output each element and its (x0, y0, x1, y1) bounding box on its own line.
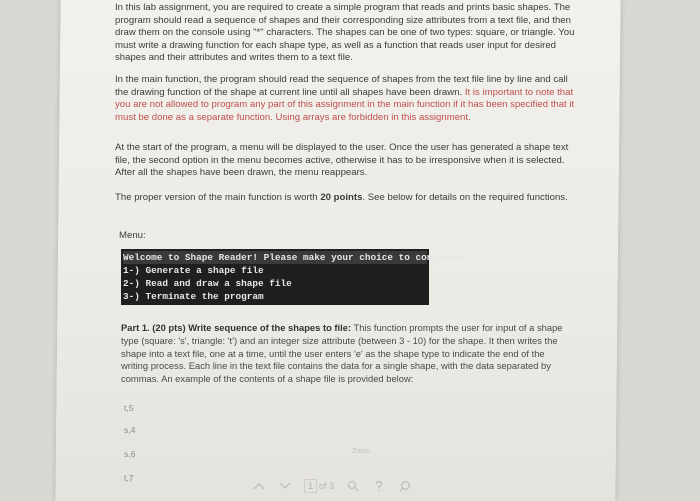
console-output (121, 249, 467, 305)
points-text-before: The proper version of the main function is worth (115, 192, 321, 203)
points-paragraph (115, 192, 577, 205)
part1-paragraph (121, 322, 573, 386)
sample-line: t,5 (124, 403, 134, 413)
zoom-icon[interactable] (346, 479, 360, 493)
help-icon[interactable] (372, 479, 386, 493)
main-function-warning: It is important to note that you are not allowed to program any part of this assignment in the main function if it has been specified that it must be done as a separate function. Using arrays are forbidden in this assignment. (115, 86, 575, 123)
zoom-label: Zoom (352, 448, 370, 455)
sample-line: t,7 (124, 473, 134, 483)
chevron-up-icon[interactable] (252, 479, 266, 493)
points-value: 20 points (320, 192, 363, 203)
sample-line: s,4 (124, 425, 136, 435)
main-function-paragraph (115, 74, 577, 124)
intro-paragraph: In this lab assignment, you are required to create a simple program that reads and prints basic shapes. The program should read a sequence of shapes and their corresponding size attributes from a text file, and then draw them on the console using "*" characters. The shapes can be one of two types: square, or triangle. You must write a drawing function for each shape type, as well as a function that reads user input for desired shapes and their attributes and writes them to a text file. (115, 2, 575, 64)
console-line-option-3: 3-) Terminate the program (123, 291, 264, 302)
points-text-after: . See below for details on the required functions. (362, 192, 568, 203)
page-total: of 3 (319, 481, 335, 491)
main-function-text: In the main function, the program should read the sequence of shapes from the text file line by line and call the drawing function of the shape at current line until all shapes have been drawn. (115, 74, 568, 98)
part1-heading: Part 1. (20 pts) Write sequence of the shapes to file: (121, 322, 352, 333)
menu-label: Menu: (119, 230, 146, 241)
page-number-input[interactable]: 1 (304, 479, 317, 493)
sample-line: s,6 (124, 449, 136, 459)
viewer-toolbar (252, 478, 412, 494)
part1-body: This function prompts the user for input of a shape type (square: 's', triangle: 't') and an integer size attribute (between 3 - 10) for the shape. It then writes the shape into a text file, one at a time, until the user enters 'e' as the shape type to indicate the end of the writing process. Each line in the text file contains the data for a single shape, with the data separated by commas. An example of the contents of a shape file is provided below: (121, 322, 563, 385)
search-icon[interactable] (398, 479, 412, 493)
page-indicator (304, 479, 334, 493)
menu-description-paragraph: At the start of the program, a menu will be displayed to the user. Once the user has generated a shape text file, the second option in the menu becomes active, otherwise it has to be irresponsive when it is selected. After all the shapes have been drawn, the menu reappears. (115, 142, 569, 179)
console-line-option-2: 2-) Read and draw a shape file (123, 278, 292, 289)
console-line-option-1: 1-) Generate a shape file (123, 265, 264, 276)
console-line-welcome: Welcome to Shape Reader! Please make your choice to continue: (123, 252, 467, 263)
chevron-down-icon[interactable] (278, 479, 292, 493)
